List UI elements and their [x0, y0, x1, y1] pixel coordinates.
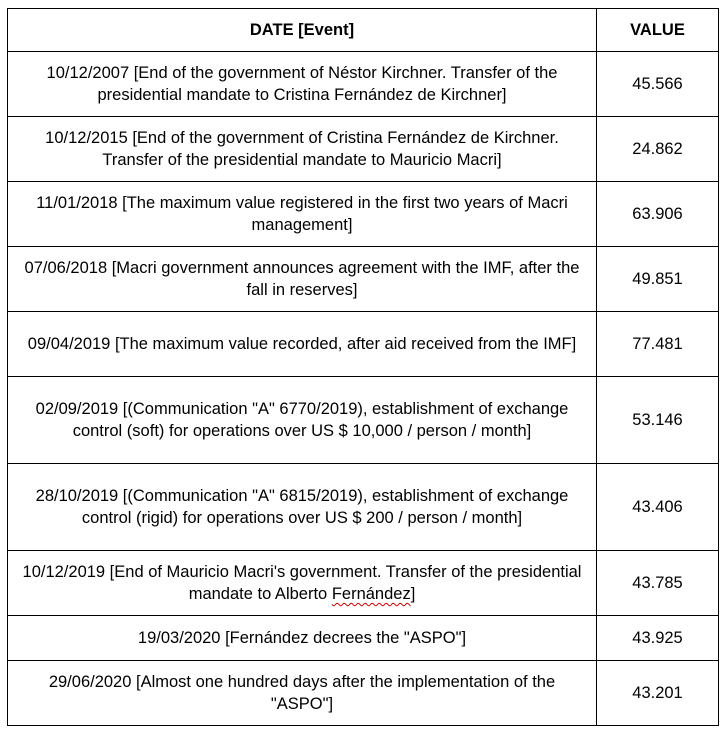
header-date: DATE [Event] [8, 9, 597, 52]
value-cell: 49.851 [597, 247, 719, 312]
table-row [8, 312, 719, 377]
table-row [8, 182, 719, 247]
events-table [7, 8, 719, 726]
event-text-end: ] [410, 585, 416, 603]
value-cell: 77.481 [597, 312, 719, 377]
event-cell: 28/10/2019 [(Communication "A" 6815/2019), establishment of exchange control (rigid) for operations over US $ 200 / person / month] [8, 464, 597, 551]
table-row [8, 377, 719, 464]
table-row [8, 464, 719, 551]
event-cell: 19/03/2020 [Fernández decrees the "ASPO"] [8, 616, 597, 661]
table-row [8, 661, 719, 726]
value-cell: 43.406 [597, 464, 719, 551]
table-row [8, 551, 719, 616]
value-cell: 43.925 [597, 616, 719, 661]
event-cell: 10/12/2015 [End of the government of Cristina Fernández de Kirchner. Transfer of the presidential mandate to Mauricio Macri] [8, 117, 597, 182]
value-cell: 24.862 [597, 117, 719, 182]
value-cell: 43.785 [597, 551, 719, 616]
spellcheck-marked-word: Fernández [331, 585, 411, 603]
table-header-row [8, 9, 719, 52]
table-row [8, 52, 719, 117]
event-cell: 10/12/2007 [End of the government of Néstor Kirchner. Transfer of the presidential mandate to Cristina Fernández de Kirchner] [8, 52, 597, 117]
event-cell: 07/06/2018 [Macri government announces agreement with the IMF, after the fall in reserves] [8, 247, 597, 312]
event-cell: 29/06/2020 [Almost one hundred days after the implementation of the "ASPO"] [8, 661, 597, 726]
table-row [8, 117, 719, 182]
event-cell: 11/01/2018 [The maximum value registered in the first two years of Macri management] [8, 182, 597, 247]
table-row [8, 616, 719, 661]
value-cell: 43.201 [597, 661, 719, 726]
event-text: 10/12/2019 [End of Mauricio Macri's government. Transfer of the presidential mandate to Alberto [22, 563, 582, 603]
event-cell: 09/04/2019 [The maximum value recorded, after aid received from the IMF] [8, 312, 597, 377]
value-cell: 45.566 [597, 52, 719, 117]
value-cell: 63.906 [597, 182, 719, 247]
header-value: VALUE [597, 9, 719, 52]
event-cell [8, 551, 597, 616]
value-cell: 53.146 [597, 377, 719, 464]
event-cell: 02/09/2019 [(Communication "A" 6770/2019), establishment of exchange control (soft) for operations over US $ 10,000 / person / month] [8, 377, 597, 464]
table-row [8, 247, 719, 312]
